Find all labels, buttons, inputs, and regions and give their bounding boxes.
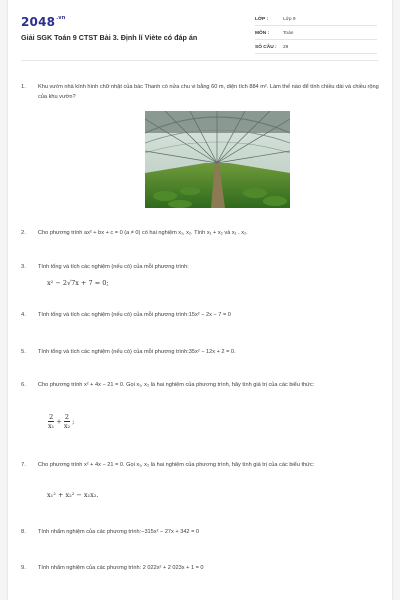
denominator: x₁	[48, 422, 55, 430]
fraction	[64, 413, 70, 430]
question-number: 9.	[21, 565, 26, 571]
question-text: Cho phương trình x² + 4x − 21 = 0. Gọi x₁, x₂ là hai nghiệm của phương trình, hãy tính giá trị của các biểu thức:	[38, 462, 315, 468]
brand-suffix: .vn	[56, 15, 66, 21]
numerator: 2	[64, 413, 70, 421]
divider	[255, 53, 377, 54]
question-text: Tính tổng và tích các nghiệm (nếu có) của mỗi phương trình:	[38, 264, 189, 270]
question-number: 5.	[21, 349, 26, 355]
question-number: 7.	[21, 462, 26, 468]
question-number: 4.	[21, 312, 26, 318]
question-text: Cho phương trình ax² + bx + c = 0 (a ≠ 0) có hai nghiệm x₁, x₂. Tính x₁ + x₂ và x₁ . x₂.	[38, 230, 248, 236]
question-text: Tính nhẩm nghiệm của các phương trình: 2 022x² + 2 023x + 1 = 0	[38, 565, 204, 571]
question-text: Tính tổng và tích các nghiệm (nếu có) của mỗi phương trình:15x² − 2x − 7 = 0	[38, 312, 231, 318]
formula-q3: x² − 2√7x + 7 = 0;	[47, 279, 109, 287]
meta-key: MÔN :	[255, 31, 270, 36]
question-number: 3.	[21, 264, 26, 270]
question-number: 1.	[21, 84, 26, 90]
greenhouse-image	[145, 111, 290, 208]
brand-name: 2048	[21, 15, 56, 29]
question-text: Tính tổng và tích các nghiệm (nếu có) của mỗi phương trình:35x² − 12x + 2 = 0.	[38, 349, 236, 355]
meta-key: LỚP :	[255, 17, 269, 22]
meta-key: SỐ CÂU :	[255, 45, 277, 50]
semicolon: ;	[72, 417, 75, 426]
formula-q7: x₁² + x₂² − x₁x₂.	[47, 491, 99, 499]
formula-q6	[48, 413, 74, 430]
document-title: Giải SGK Toán 9 CTST Bài 3. Định lí Viète có đáp án	[21, 33, 198, 42]
question-number: 6.	[21, 382, 26, 388]
plus-sign: +	[56, 417, 62, 426]
divider	[255, 39, 377, 40]
question-text: Tính nhẩm nghiệm của các phương trình:−315x² − 27x + 342 = 0	[38, 529, 200, 535]
meta-value: 29	[283, 45, 289, 50]
site-logo[interactable]	[21, 15, 66, 29]
question-text: Cho phương trình x² + 4x − 21 = 0. Gọi x₁, x₂ là hai nghiệm của phương trình, hãy tính giá trị của các biểu thức:	[38, 382, 315, 388]
question-number: 2.	[21, 230, 26, 236]
numerator: 2	[49, 413, 54, 421]
question-text: Khu vườn nhà kính hình chữ nhật của bác Thanh có nửa chu vi bằng 60 m, diện tích 884 m². Làm thế nào để tính chiều dài và chiều rộng của khu vườn?	[38, 84, 379, 100]
document-page	[8, 0, 392, 600]
denominator: x₂	[63, 422, 71, 430]
header-divider	[21, 60, 378, 61]
question-number: 8.	[21, 529, 26, 535]
meta-value: Toán	[283, 31, 294, 36]
meta-value: Lớp 9	[283, 17, 296, 22]
divider	[255, 25, 377, 26]
fraction	[48, 413, 54, 430]
